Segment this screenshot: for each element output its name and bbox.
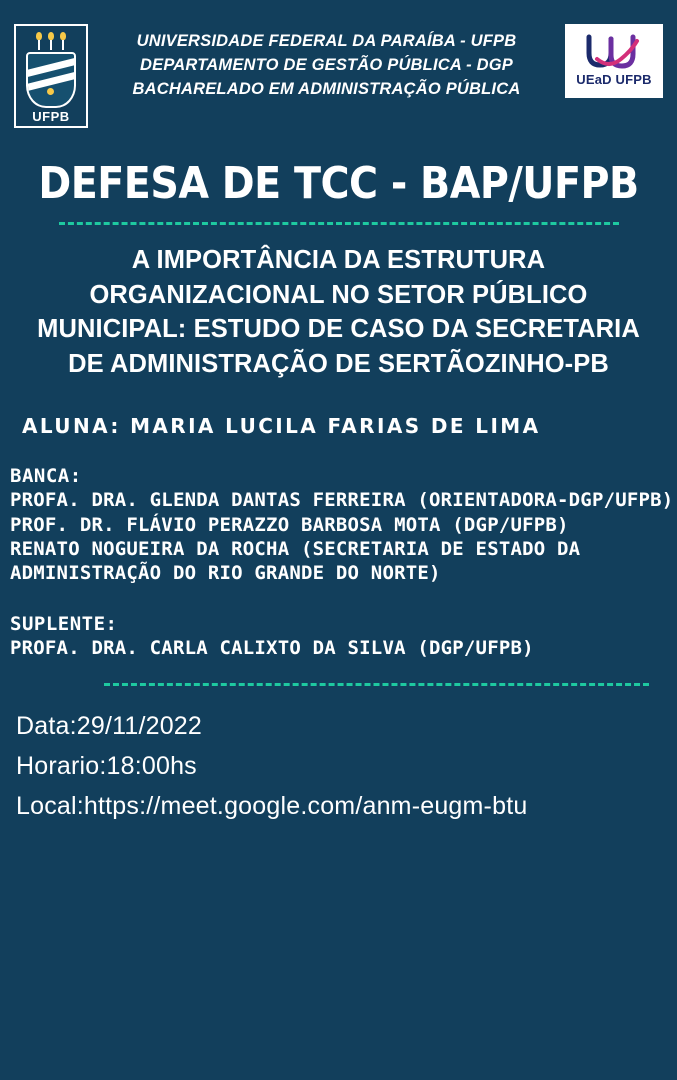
poster-header: [0, 0, 677, 128]
ufpb-crest-label: UFPB: [32, 109, 70, 124]
torches-icon: [35, 30, 67, 50]
uead-ufpb-logo-icon: [565, 24, 663, 98]
suplente-block: [10, 612, 677, 661]
banca-block: [10, 464, 677, 586]
event-time: Horario:18:00hs: [16, 751, 197, 780]
banca-member: PROF. DR. FLÁVIO PERAZZO BARBOSA MOTA (DGP/UFPB): [10, 513, 569, 536]
divider-bottom: [104, 683, 649, 686]
institution-line-1: UNIVERSIDADE FEDERAL DA PARAÍBA - UFPB: [136, 32, 517, 50]
institution-line-3: BACHARELADO EM ADMINISTRAÇÃO PÚBLICA: [132, 79, 521, 98]
suplente-heading: SUPLENTE:: [10, 612, 118, 635]
banca-member: RENATO NOGUEIRA DA ROCHA (SECRETARIA DE ESTADO DA ADMINISTRAÇÃO DO RIO GRANDE DO NORTE): [10, 538, 581, 585]
student-name: ALUNA: MARIA LUCILA FARIAS DE LIMA: [22, 413, 541, 438]
page-title: DEFESA DE TCC - BAP/UFPB: [38, 158, 639, 209]
event-link[interactable]: Local:https://meet.google.com/anm-eugm-btu: [16, 791, 528, 820]
uead-logo-label: UEaD UFPB: [576, 72, 652, 87]
event-info: [16, 706, 677, 826]
institution-line-2: DEPARTAMENTO DE GESTÃO PÚBLICA - DGP: [140, 55, 513, 74]
thesis-title: A IMPORTÂNCIA DA ESTRUTURA ORGANIZACIONAL NO SETOR PÚBLICO MUNICIPAL: ESTUDO DE CASO DA SECRETARIA DE ADMINISTRAÇÃO DE SERTÃOZINHO-PB: [37, 246, 640, 379]
divider-top: [59, 222, 619, 225]
suplente-member: PROFA. DRA. CARLA CALIXTO DA SILVA (DGP/UFPB): [10, 637, 534, 660]
banca-heading: BANCA:: [10, 464, 82, 487]
event-date: Data:29/11/2022: [16, 711, 203, 740]
banca-member: PROFA. DRA. GLENDA DANTAS FERREIRA (ORIENTADORA-DGP/UFPB): [10, 489, 674, 512]
ufpb-crest-icon: [14, 24, 88, 128]
institution-titles: [88, 24, 565, 102]
uead-wave-icon: [583, 33, 645, 71]
shield-icon: [26, 52, 76, 108]
